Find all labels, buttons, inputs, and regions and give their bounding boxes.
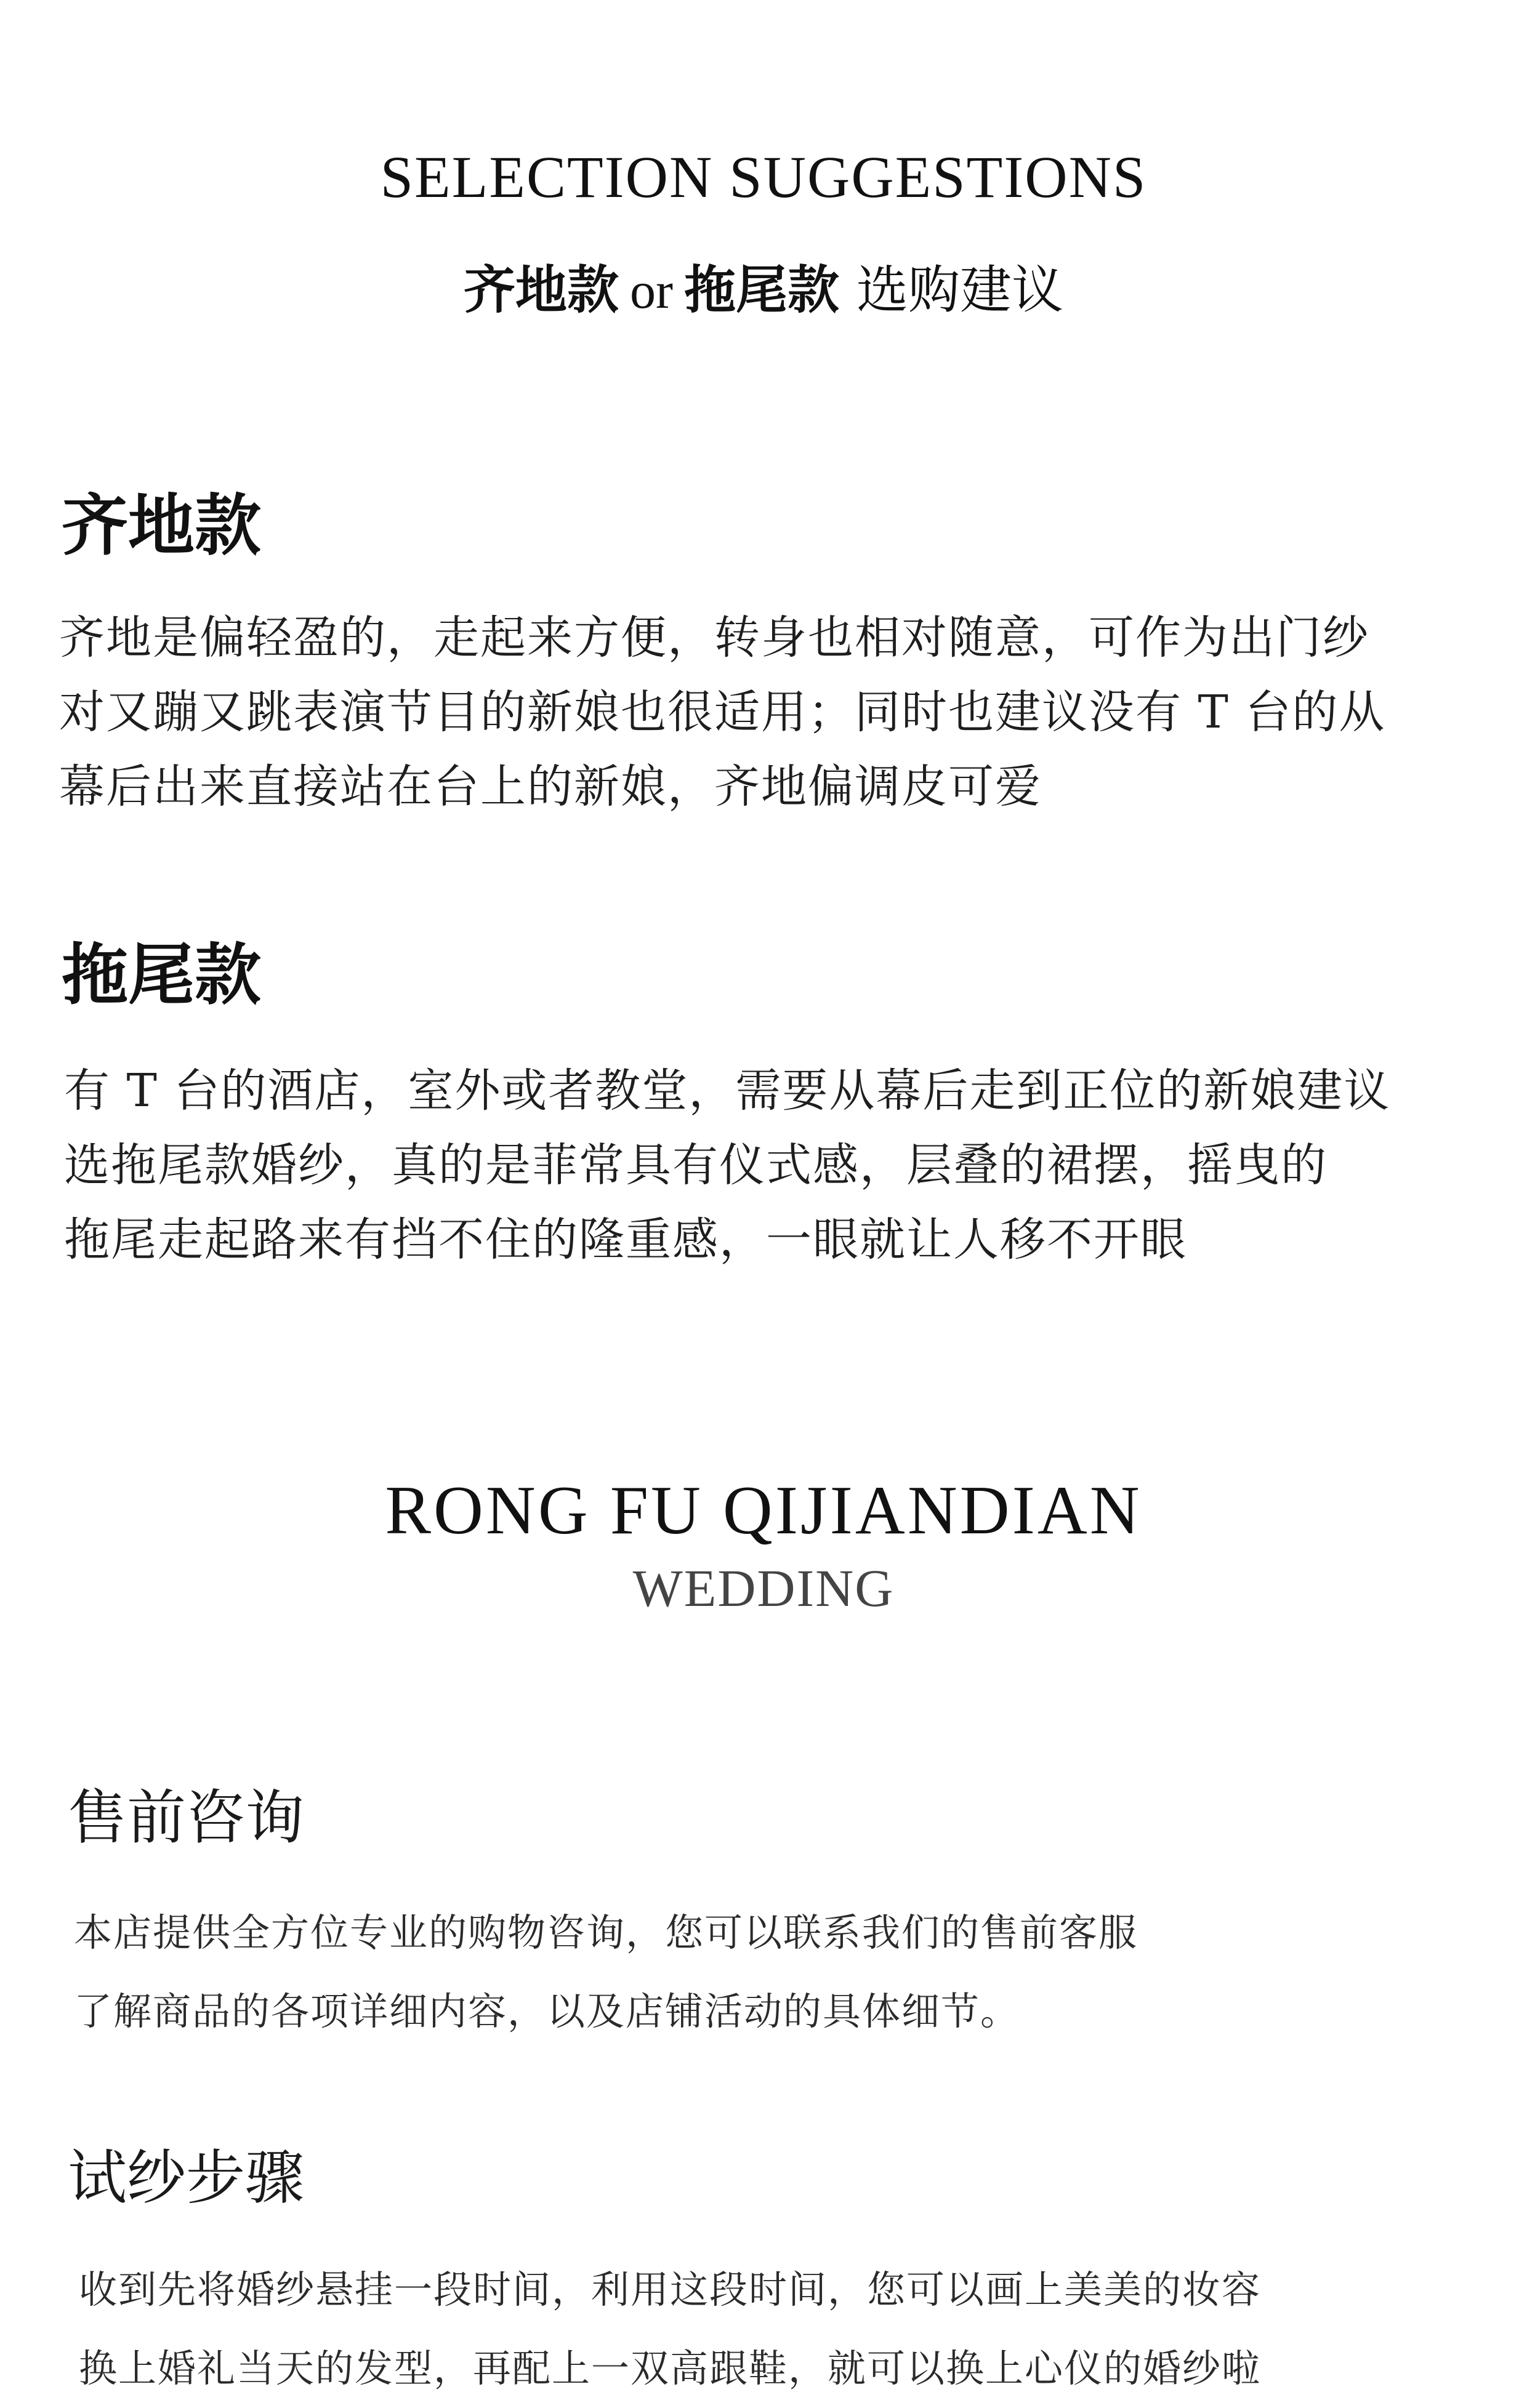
section-line: 有 T 台的酒店，室外或者教堂，需要从幕后走到正位的新娘建议 <box>64 1064 1391 1117</box>
service-line: 换上婚礼当天的发型，再配上一双高跟鞋，就可以换上心仪的婚纱啦 <box>79 2346 1262 2391</box>
header-style-floor-length: 齐地款 <box>463 259 619 320</box>
header-english-title: SELECTION SUGGESTIONS <box>380 144 1147 210</box>
section-line: 齐地是偏轻盈的，走起来方便，转身也相对随意，可作为出门纱 <box>59 611 1369 664</box>
section-title-floor-length: 齐地款 <box>62 487 262 564</box>
section-line: 对又蹦又跳表演节目的新娘也很适用；同时也建议没有 T 台的从 <box>59 686 1386 739</box>
header-style-train: 拖尾款 <box>683 259 839 320</box>
section-body-floor-length <box>59 601 1475 824</box>
service-line: 本店提供全方位专业的购物咨询，您可以联系我们的售前客服 <box>74 1910 1138 1955</box>
brand-name: RONG FU QIJIANDIAN <box>385 1472 1142 1549</box>
section-line: 拖尾走起路来有挡不住的隆重感，一眼就让人移不开眼 <box>64 1213 1187 1266</box>
service-title-trying: 试纱步骤 <box>68 2143 304 2212</box>
section-body-train <box>64 1054 1480 1277</box>
service-line: 了解商品的各项详细内容，以及店铺活动的具体细节。 <box>74 1989 1020 2034</box>
header-suggestion-text: 选购建议 <box>856 260 1064 320</box>
section-title-train: 拖尾款 <box>62 936 262 1014</box>
brand-subtitle: WEDDING <box>632 1559 895 1618</box>
service-title-presale: 售前咨询 <box>68 1783 304 1852</box>
service-line: 收到先将婚纱悬挂一段时间，利用这段时间，您可以画上美美的妆容 <box>79 2267 1262 2312</box>
service-body-trying <box>79 2250 1433 2408</box>
section-line: 幕后出来直接站在台上的新娘，齐地偏调皮可爱 <box>59 760 1042 813</box>
service-body-presale <box>74 1893 1428 2051</box>
header-or-text: or <box>630 262 673 319</box>
section-line: 选拖尾款婚纱，真的是菲常具有仪式感，层叠的裙摆，摇曳的 <box>64 1139 1328 1192</box>
header-chinese-title <box>0 249 1527 323</box>
